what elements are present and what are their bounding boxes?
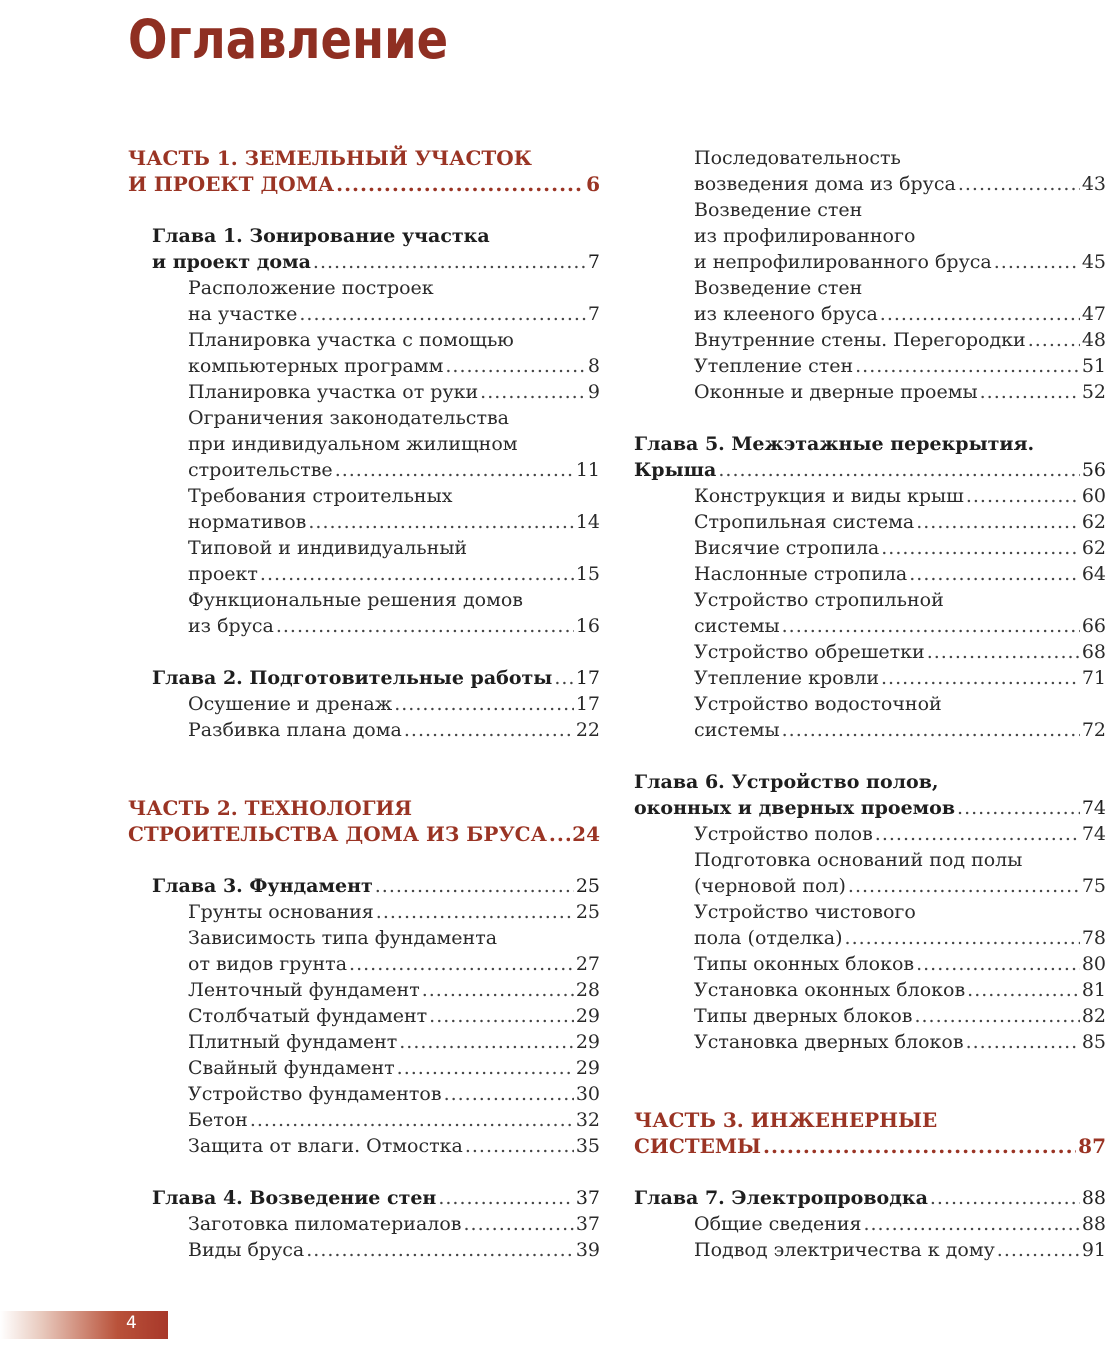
toc-entry-text: Подготовка оснований под полы	[694, 849, 1023, 871]
toc-entry-text: Оконные и дверные проемы	[694, 381, 978, 403]
toc-entry-text: Глава 3. Фундамент	[152, 875, 373, 897]
toc-section-line[interactable]	[634, 1211, 1106, 1237]
toc-page-number: 88	[1081, 1187, 1106, 1209]
toc-entry-text: Расположение построек	[188, 277, 434, 299]
toc-section-line[interactable]	[634, 483, 1106, 509]
toc-page-number: 17	[575, 693, 600, 715]
toc-part-line	[128, 145, 600, 171]
spacer	[634, 405, 1106, 431]
toc-entry-text: на участке	[188, 303, 298, 325]
dot-leader	[718, 457, 1079, 483]
toc-entry-text: Заготовка пиломатериалов	[188, 1213, 462, 1235]
toc-entry-text: СИСТЕМЫ	[634, 1134, 762, 1158]
toc-section-line[interactable]	[634, 249, 1106, 275]
toc-section-line[interactable]	[634, 1237, 1106, 1263]
toc-entry-text: строительстве	[188, 459, 333, 481]
toc-page-number: 52	[1081, 381, 1106, 403]
toc-page-number: 91	[1081, 1239, 1106, 1261]
toc-entry-text: Конструкция и виды крыш	[694, 485, 964, 507]
toc-entry-text: Утепление стен	[694, 355, 854, 377]
toc-entry-text: Крыша	[634, 459, 717, 481]
dot-leader	[966, 1029, 1080, 1055]
toc-section-line[interactable]	[634, 1003, 1106, 1029]
spacer	[128, 847, 600, 873]
toc-section-line[interactable]	[634, 873, 1106, 899]
toc-section-line[interactable]	[634, 821, 1106, 847]
dot-leader	[966, 483, 1080, 509]
toc-page-number: 62	[1081, 511, 1106, 533]
toc-page-number: 7	[587, 303, 600, 325]
toc-page-number: 24	[572, 822, 600, 846]
toc-entry-text: от видов грунта	[188, 953, 348, 975]
toc-section-line[interactable]	[634, 535, 1106, 561]
toc-section-line[interactable]	[128, 691, 600, 717]
dot-leader	[957, 795, 1080, 821]
toc-entry-text: Ленточный фундамент	[188, 979, 420, 1001]
dot-leader	[336, 171, 584, 197]
dot-leader	[399, 1029, 574, 1055]
toc-entry-text: системы	[694, 615, 780, 637]
toc-section-line[interactable]	[634, 301, 1106, 327]
toc-entry-text: Возведение стен	[694, 199, 863, 221]
toc-section-line	[128, 431, 600, 457]
toc-entry-text: Свайный фундамент	[188, 1057, 395, 1079]
dot-leader	[554, 665, 574, 691]
dot-leader	[782, 613, 1080, 639]
toc-entry-text: Осушение и дренаж	[188, 693, 393, 715]
toc-page-number: 22	[575, 719, 600, 741]
toc-entry-text: возведения дома из бруса	[694, 173, 956, 195]
toc-entry-text: системы	[694, 719, 780, 741]
dot-leader	[1028, 327, 1080, 353]
toc-page-number: 35	[575, 1135, 600, 1157]
toc-entry-text: Стропильная система	[694, 511, 915, 533]
toc-entry-text: Устройство фундаментов	[188, 1083, 442, 1105]
spacer	[634, 743, 1106, 769]
toc-page-number: 74	[1081, 823, 1106, 845]
toc-section-line	[128, 327, 600, 353]
toc-chapter-line	[634, 431, 1106, 457]
toc-entry-text: Устройство чистового	[694, 901, 916, 923]
toc-chapter-line[interactable]	[128, 1185, 600, 1211]
toc-page-number: 37	[575, 1187, 600, 1209]
toc-section-line	[634, 275, 1106, 301]
toc-section-line	[634, 223, 1106, 249]
dot-leader	[422, 977, 574, 1003]
spacer	[128, 1159, 600, 1185]
toc-entry-text: Грунты основания	[188, 901, 374, 923]
toc-entry-text: Подвод электричества к дому	[694, 1239, 995, 1261]
toc-entry-text: Защита от влаги. Отмостка	[188, 1135, 463, 1157]
toc-entry-text: Устройство водосточной	[694, 693, 942, 715]
toc-section-line[interactable]	[128, 1003, 600, 1029]
spacer	[634, 1055, 1106, 1081]
toc-section-line[interactable]	[634, 613, 1106, 639]
toc-section-line[interactable]	[128, 899, 600, 925]
dot-leader	[394, 691, 574, 717]
toc-section-line	[634, 145, 1106, 171]
toc-section-line[interactable]	[128, 1055, 600, 1081]
toc-part-line	[128, 795, 600, 821]
toc-entry-text: Плитный фундамент	[188, 1031, 398, 1053]
toc-chapter-line	[128, 223, 600, 249]
toc-page-number: 62	[1081, 537, 1106, 559]
dot-leader	[997, 1237, 1080, 1263]
toc-chapter-line[interactable]	[128, 249, 600, 275]
toc-entry-text: и проект дома	[152, 251, 311, 273]
toc-entry-text: Глава 1. Зонирование участка	[152, 225, 490, 247]
spacer	[634, 1081, 1106, 1107]
toc-entry-text: из бруса	[188, 615, 274, 637]
toc-section-line	[128, 483, 600, 509]
toc-section-line[interactable]	[634, 977, 1106, 1003]
toc-page-number: 82	[1081, 1005, 1106, 1027]
toc-chapter-line[interactable]	[128, 873, 600, 899]
toc-page-number: 25	[575, 875, 600, 897]
toc-entry-text: Утепление кровли	[694, 667, 879, 689]
toc-chapter-line[interactable]	[634, 795, 1106, 821]
dot-leader	[250, 1107, 574, 1133]
toc-entry-text: Типы дверных блоков	[694, 1005, 913, 1027]
toc-entry-text: проект	[188, 563, 258, 585]
dot-leader	[916, 951, 1080, 977]
toc-section-line[interactable]	[128, 353, 600, 379]
dot-leader	[909, 561, 1080, 587]
toc-chapter-line[interactable]	[634, 457, 1106, 483]
toc-page-number: 60	[1081, 485, 1106, 507]
toc-entry-text: Зависимость типа фундамента	[188, 927, 498, 949]
toc-entry-text: Общие сведения	[694, 1213, 862, 1235]
toc-entry-text: нормативов	[188, 511, 307, 533]
dot-leader	[880, 301, 1080, 327]
toc-section-line[interactable]	[634, 353, 1106, 379]
toc-entry-text: Установка оконных блоков	[694, 979, 966, 1001]
spacer	[128, 743, 600, 769]
toc-page-number: 88	[1081, 1213, 1106, 1235]
toc-section-line[interactable]	[634, 717, 1106, 743]
toc-page-number: 85	[1081, 1031, 1106, 1053]
page-number: 4	[126, 1313, 137, 1333]
dot-leader	[404, 717, 574, 743]
toc-page-number: 56	[1081, 459, 1106, 481]
toc-entry-text: Глава 6. Устройство полов,	[634, 771, 939, 793]
toc-entry-text: при индивидуальном жилищном	[188, 433, 518, 455]
dot-leader	[335, 457, 574, 483]
toc-entry-text: СТРОИТЕЛЬСТВА ДОМА ИЗ БРУСА	[128, 822, 547, 846]
toc-entry-text: Функциональные решения домов	[188, 589, 524, 611]
toc-page-number: 51	[1081, 355, 1106, 377]
dot-leader	[349, 951, 574, 977]
toc-entry-text: Столбчатый фундамент	[188, 1005, 428, 1027]
dot-leader	[782, 717, 1080, 743]
toc-page-number: 48	[1081, 329, 1106, 351]
dot-leader	[313, 249, 586, 275]
dot-leader	[438, 1185, 573, 1211]
toc-entry-text: из профилированного	[694, 225, 916, 247]
toc-page-number: 80	[1081, 953, 1106, 975]
toc-section-line[interactable]	[128, 1081, 600, 1107]
toc-page-number: 72	[1081, 719, 1106, 741]
toc-chapter-line[interactable]	[634, 1185, 1106, 1211]
dot-leader	[845, 925, 1080, 951]
toc-section-line[interactable]	[128, 977, 600, 1003]
toc-section-line[interactable]	[128, 1133, 600, 1159]
dot-leader	[958, 171, 1080, 197]
toc-section-line	[128, 405, 600, 431]
dot-leader	[881, 665, 1080, 691]
toc-page-number: 47	[1081, 303, 1106, 325]
toc-section-line[interactable]	[128, 717, 600, 743]
toc-page-number: 14	[575, 511, 600, 533]
dot-leader	[260, 561, 574, 587]
toc-section-line[interactable]	[634, 509, 1106, 535]
toc-entry-text: Возведение стен	[694, 277, 863, 299]
toc-section-line[interactable]	[634, 379, 1106, 405]
toc-page-number: 45	[1081, 251, 1106, 273]
toc-page-number: 39	[575, 1239, 600, 1261]
toc-entry-text: Последовательность	[694, 147, 901, 169]
toc-entry-text: ЧАСТЬ 3. ИНЖЕНЕРНЫЕ	[634, 1108, 938, 1132]
toc-section-line[interactable]	[634, 561, 1106, 587]
dot-leader	[276, 613, 574, 639]
toc-part-line[interactable]	[128, 171, 600, 197]
dot-leader	[306, 1237, 574, 1263]
toc-entry-text: Ограничения законодательства	[188, 407, 509, 429]
toc-section-line[interactable]	[634, 327, 1106, 353]
dot-leader	[763, 1133, 1076, 1159]
toc-page-number: 68	[1081, 641, 1106, 663]
dot-leader	[429, 1003, 574, 1029]
toc-section-line[interactable]	[634, 639, 1106, 665]
toc-entry-text: Типы оконных блоков	[694, 953, 915, 975]
toc-entry-text: И ПРОЕКТ ДОМА	[128, 172, 335, 196]
toc-section-line[interactable]	[634, 925, 1106, 951]
toc-section-line[interactable]	[128, 1107, 600, 1133]
dot-leader	[967, 977, 1080, 1003]
toc-part-line[interactable]	[128, 821, 600, 847]
dot-leader	[549, 821, 570, 847]
toc-page-number: 9	[587, 381, 600, 403]
dot-leader	[855, 353, 1080, 379]
toc-page-number: 29	[575, 1031, 600, 1053]
toc-page-number: 71	[1081, 667, 1106, 689]
toc-column-right	[634, 145, 1106, 1263]
toc-entry-text: Устройство обрешетки	[694, 641, 925, 663]
toc-chapter-line[interactable]	[128, 665, 600, 691]
dot-leader	[376, 899, 574, 925]
toc-page-number: 17	[575, 667, 600, 689]
dot-leader	[464, 1211, 574, 1237]
toc-page-number: 30	[575, 1083, 600, 1105]
toc-page-number: 16	[575, 615, 600, 637]
dot-leader	[445, 353, 586, 379]
toc-page-number: 15	[575, 563, 600, 585]
page-title: Оглавление	[128, 8, 449, 71]
toc-page-number: 75	[1081, 875, 1106, 897]
toc-entry-text: ЧАСТЬ 1. ЗЕМЕЛЬНЫЙ УЧАСТОК	[128, 146, 532, 170]
toc-section-line[interactable]	[128, 1237, 600, 1263]
toc-section-line	[634, 691, 1106, 717]
toc-entry-text: Глава 7. Электропроводка	[634, 1187, 928, 1209]
toc-entry-text: Требования строительных	[188, 485, 453, 507]
toc-entry-text: Глава 5. Межэтажные перекрытия.	[634, 433, 1035, 455]
dot-leader	[480, 379, 586, 405]
toc-section-line[interactable]	[128, 379, 600, 405]
toc-page-number: 74	[1081, 797, 1106, 819]
toc-section-line[interactable]	[128, 301, 600, 327]
dot-leader	[881, 535, 1080, 561]
dot-leader	[994, 249, 1080, 275]
spacer	[128, 197, 600, 223]
dot-leader	[927, 639, 1080, 665]
toc-entry-text: Висячие стропила	[694, 537, 880, 559]
dot-leader	[916, 509, 1080, 535]
dot-leader	[848, 873, 1080, 899]
toc-section-line[interactable]	[128, 509, 600, 535]
dot-leader	[444, 1081, 574, 1107]
toc-section-line	[128, 925, 600, 951]
toc-entry-text: оконных и дверных проемов	[634, 797, 956, 819]
toc-entry-text: компьютерных программ	[188, 355, 444, 377]
spacer	[634, 1159, 1106, 1185]
dot-leader	[875, 821, 1080, 847]
toc-part-line[interactable]	[634, 1133, 1106, 1159]
toc-section-line	[128, 535, 600, 561]
dot-leader	[980, 379, 1080, 405]
toc-entry-text: пола (отделка)	[694, 927, 843, 949]
toc-page-number: 28	[575, 979, 600, 1001]
dot-leader	[863, 1211, 1079, 1237]
toc-page-number: 8	[587, 355, 600, 377]
toc-section-line[interactable]	[634, 171, 1106, 197]
toc-page-number: 25	[575, 901, 600, 923]
toc-page-number: 37	[575, 1213, 600, 1235]
toc-entry-text: Устройство полов	[694, 823, 873, 845]
toc-page-number: 29	[575, 1005, 600, 1027]
toc-part-line	[634, 1107, 1106, 1133]
toc-column-left	[128, 145, 600, 1263]
toc-page-number: 66	[1081, 615, 1106, 637]
toc-entry-text: Глава 2. Подготовительные работы	[152, 667, 553, 689]
toc-section-line	[128, 275, 600, 301]
dot-leader	[914, 1003, 1079, 1029]
toc-section-line[interactable]	[128, 561, 600, 587]
toc-entry-text: Разбивка плана дома	[188, 719, 402, 741]
toc-page-number: 29	[575, 1057, 600, 1079]
toc-section-line[interactable]	[128, 613, 600, 639]
toc-chapter-line	[634, 769, 1106, 795]
dot-leader	[397, 1055, 574, 1081]
dot-leader	[308, 509, 573, 535]
spacer	[128, 769, 600, 795]
toc-section-line	[634, 899, 1106, 925]
toc-page-number: 7	[587, 251, 600, 273]
spacer	[128, 639, 600, 665]
toc-section-line[interactable]	[128, 951, 600, 977]
toc-section-line	[634, 587, 1106, 613]
toc-entry-text: и непрофилированного бруса	[694, 251, 992, 273]
toc-entry-text: Бетон	[188, 1109, 248, 1131]
toc-page-number: 43	[1081, 173, 1106, 195]
toc-section-line[interactable]	[128, 1211, 600, 1237]
toc-section-line[interactable]	[634, 951, 1106, 977]
toc-page-number: 27	[575, 953, 600, 975]
toc-section-line[interactable]	[128, 1029, 600, 1055]
toc-section-line[interactable]	[128, 457, 600, 483]
toc-section-line[interactable]	[634, 665, 1106, 691]
toc-section-line	[634, 197, 1106, 223]
toc-entry-text: (черновой пол)	[694, 875, 846, 897]
dot-leader	[375, 873, 574, 899]
toc-page-number: 64	[1081, 563, 1106, 585]
toc-page-number: 11	[575, 459, 600, 481]
toc-entry-text: Внутренние стены. Перегородки	[694, 329, 1026, 351]
toc-entry-text: Планировка участка с помощью	[188, 329, 514, 351]
toc-entry-text: Планировка участка от руки	[188, 381, 479, 403]
toc-page-number: 81	[1081, 979, 1106, 1001]
toc-entry-text: Типовой и индивидуальный	[188, 537, 468, 559]
toc-entry-text: Установка дверных блоков	[694, 1031, 964, 1053]
dot-leader	[299, 301, 586, 327]
toc-entry-text: Устройство стропильной	[694, 589, 944, 611]
toc-page-number: 6	[586, 172, 600, 196]
toc-section-line[interactable]	[634, 1029, 1106, 1055]
dot-leader	[930, 1185, 1080, 1211]
toc-page-number: 87	[1078, 1134, 1106, 1158]
toc-entry-text: ЧАСТЬ 2. ТЕХНОЛОГИЯ	[128, 796, 413, 820]
toc-page-number: 78	[1081, 927, 1106, 949]
toc-entry-text: Виды бруса	[188, 1239, 305, 1261]
toc-section-line	[634, 847, 1106, 873]
dot-leader	[465, 1133, 574, 1159]
toc-entry-text: Глава 4. Возведение стен	[152, 1187, 437, 1209]
toc-page-number: 32	[575, 1109, 600, 1131]
toc-entry-text: Наслонные стропила	[694, 563, 908, 585]
toc-entry-text: из клееного бруса	[694, 303, 878, 325]
toc-section-line	[128, 587, 600, 613]
